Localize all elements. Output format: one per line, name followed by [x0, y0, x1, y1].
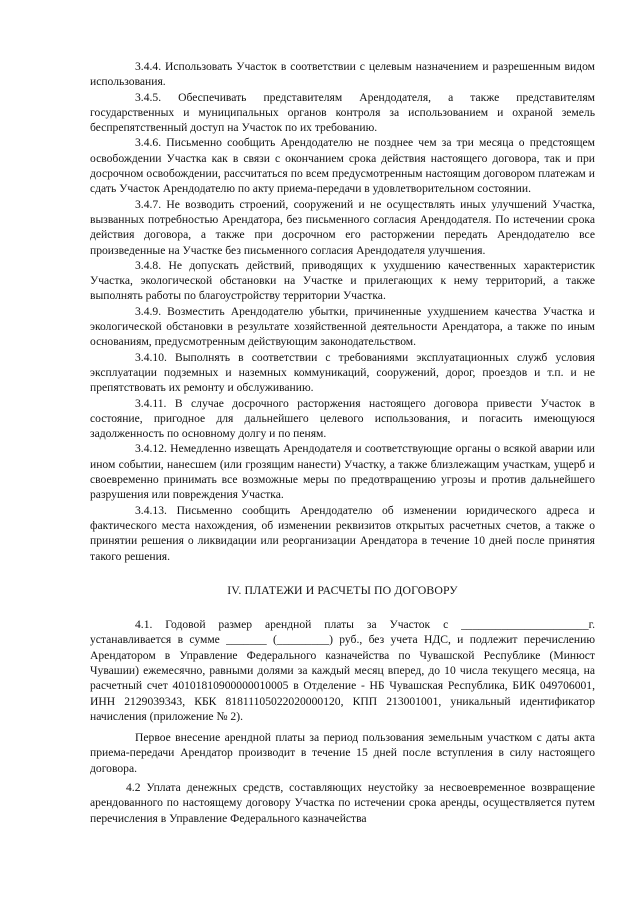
document-page — [90, 59, 595, 826]
clause-3-4-8: 3.4.8. Не допускать действий, приводящих к ухудшению качественных характеристик Участка, экологической обстановки на Участке и прилегающих к нему территорий, а также выполнять работы по благоустройству территории Участка. — [90, 258, 595, 303]
clause-3-4-9: 3.4.9. Возместить Арендодателю убытки, причиненные ухудшением качества Участка и экологической обстановки в результате хозяйственной деятельности Арендатора, а также по иным основаниям, предусмотренным действующим законодательством. — [90, 304, 595, 349]
clause-3-4-10: 3.4.10. Выполнять в соответствии с требованиями эксплуатационных служб условия эксплуатации подземных и наземных коммуникаций, сооружений, дорог, проездов и т.п. и не препятствовать их ремонту и обслуживанию. — [90, 350, 595, 395]
clause-3-4-13: 3.4.13. Письменно сообщить Арендодателю об изменении юридического адреса и фактического места нахождения, об изменении реквизитов открытых расчетных счетов, а также о принятии решения о ликвидации или реорганизации Арендатора в течение 10 дней после принятия такого решения. — [90, 503, 595, 563]
clause-3-4-7: 3.4.7. Не возводить строений, сооружений и не осуществлять иных улучшений Участка, вызванных потребностью Арендатора, без письменного согласия Арендодателя. По истечении срока действия договора, а также при досрочном его расторжении передать Арендодателю все произведенные на Участке без письменного согласия Арендодателя улучшения. — [90, 197, 595, 257]
clause-3-4-5: 3.4.5. Обеспечивать представителям Арендодателя, а также представителям государственных и муниципальных органов контроля за использованием и охраной земель беспрепятственный доступ на Участок по их требованию. — [90, 90, 595, 135]
clause-3-4-11: 3.4.11. В случае досрочного расторжения настоящего договора привести Участок в состояние, пригодное для дальнейшего целевого использования, и погасить имеющуюся задолженность по основному долгу и по пеням. — [90, 396, 595, 441]
clause-4-1-first-payment: Первое внесение арендной платы за период пользования земельным участком с даты акта приема-передачи Арендатор производит в течение 15 дней после вступления в силу настоящего договора. — [90, 731, 595, 775]
clause-3-4-6: 3.4.6. Письменно сообщить Арендодателю не позднее чем за три месяца о предстоящем освобождении Участка как в связи с окончанием срока действия настоящего договора, так и при досрочном освобождении, рассчитаться по всем предусмотренным настоящим договором платежам и сдать Участок Арендодателю по акту приема-передачи в удовлетворительном состоянии. — [90, 136, 595, 196]
section-heading: IV. ПЛАТЕЖИ И РАСЧЕТЫ ПО ДОГОВОРУ — [227, 582, 458, 597]
clause-3-4-4: 3.4.4. Использовать Участок в соответствии с целевым назначением и разрешенным видом использования. — [90, 60, 595, 89]
clause-4-1: 4.1. Годовой размер арендной платы за Участок с ______________________г. устанавливается в сумме _______ (_________) руб., без учета НДС, и подлежит перечислению Арендатором в Управление Федерального казначейства по Чувашской Республике (Минюст Чувашии) ежемесячно, равными долями за каждый месяц вперед, до 10 числа текущего месяца, на расчетный счет 40101810900000010005 в Отделение - НБ Чувашская Республика, БИК 049706001, ИНН 2129039343, КБК 81811105022020000120, КПП 213001001, уникальный идентификатор начисления (приложение № 2). — [90, 618, 595, 723]
clause-3-4-12: 3.4.12. Немедленно извещать Арендодателя и соответствующие органы о всякой аварии или ином событии, нанесшем (или грозящим нанести) Участку, а также близлежащим участкам, ущерб и своевременно принимать все возможные меры по предотвращению угрозы и против дальнейшего разрушения или повреждения Участка. — [90, 442, 595, 502]
clause-4-2: 4.2 Уплата денежных средств, составляющих неустойку за несвоевременное возвращение арендованного по настоящему договору Участка по истечении срока аренды, осуществляется путем перечисления в Управление Федерального казначейства — [90, 781, 595, 825]
